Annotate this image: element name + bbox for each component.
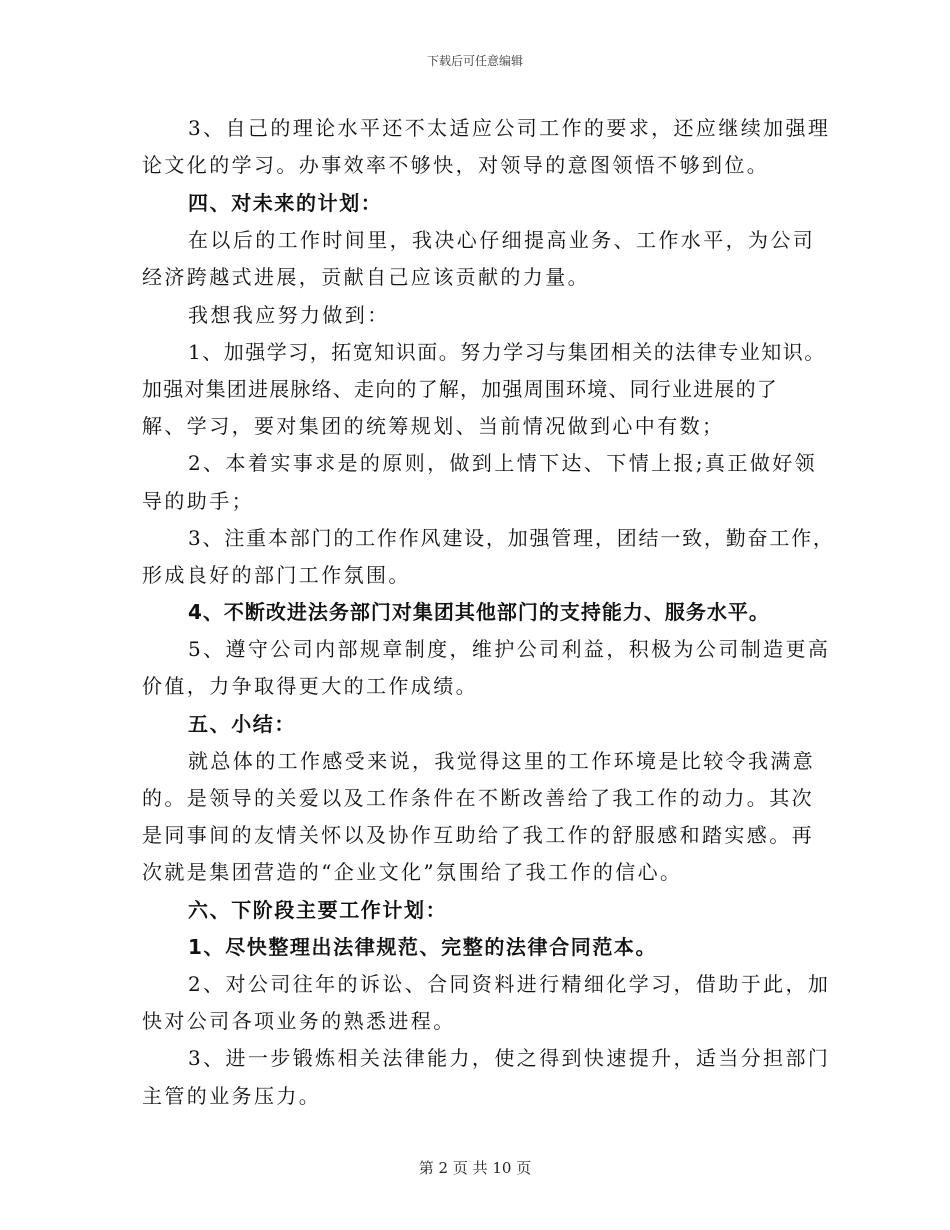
- section-heading: 四、对未来的计划：: [188, 191, 383, 215]
- page-footer: 第 2 页 共 10 页: [418, 1159, 532, 1177]
- paragraph-line: 5、遵守公司内部规章制度，维护公司利益，积极为公司制造更高: [188, 637, 831, 661]
- paragraph-line: 主管的业务压力。: [142, 1084, 322, 1108]
- paragraph-line: 论文化的学习。办事效率不够快，对领导的意图领悟不够到位。: [142, 153, 770, 177]
- paragraph-line: 1、加强学习，拓宽知识面。努力学习与集团相关的法律专业知识。: [188, 340, 826, 364]
- paragraph-line: 价值，力争取得更大的工作成绩。: [142, 674, 478, 698]
- section-heading: 五、小结：: [188, 712, 296, 736]
- paragraph-line: 就总体的工作感受来说，我觉得这里的工作环境是比较令我满意: [188, 749, 816, 773]
- page-header: 下载后可任意编辑: [426, 54, 523, 68]
- section-heading: 1、尽快整理出法律规范、完整的法律合同范本。: [188, 935, 658, 959]
- paragraph-line: 解、学习，要对集团的统筹规划、当前情况做到心中有数；: [142, 414, 725, 438]
- paragraph-line: 形成良好的部门工作氛围。: [142, 563, 411, 587]
- paragraph-line: 我想我应努力做到：: [188, 303, 390, 327]
- section-heading: 4、不断改进法务部门对集团其他部门的支持能力、服务水平。: [188, 600, 770, 624]
- paragraph-line: 3、注重本部门的工作作风建设，加强管理，团结一致，勤奋工作，: [188, 526, 835, 550]
- section-heading: 六、下阶段主要工作计划：: [188, 898, 448, 922]
- paragraph-line: 3、进一步锻炼相关法律能力，使之得到快速提升，适当分担部门: [188, 1046, 831, 1070]
- paragraph-line: 导的助手；: [142, 489, 254, 513]
- paragraph-line: 经济跨越式进展，贡献自己应该贡献的力量。: [142, 265, 590, 289]
- paragraph-line: 在以后的工作时间里，我决心仔细提高业务、工作水平，为公司: [188, 228, 816, 252]
- paragraph-line: 的。是领导的关爱以及工作条件在不断改善给了我工作的动力。其次: [142, 786, 814, 810]
- paragraph-line: 加强对集团进展脉络、走向的了解，加强周围环境、同行业进展的了: [142, 377, 778, 401]
- paragraph-line: 是同事间的友情关怀以及协作互助给了我工作的舒服感和踏实感。再: [142, 823, 814, 847]
- paragraph-line: 2、对公司往年的诉讼、合同资料进行精细化学习，借助于此，加: [188, 972, 831, 996]
- paragraph-line: 2、本着实事求是的原则，做到上情下达、下情上报;真正做好领: [188, 451, 818, 475]
- paragraph-line: 3、自己的理论水平还不太适应公司工作的要求，还应继续加强理: [188, 116, 831, 140]
- paragraph-line: 快对公司各项业务的熟悉进程。: [142, 1009, 456, 1033]
- paragraph-line: 次就是集团营造的“企业文化”氛围给了我工作的信心。: [142, 860, 683, 884]
